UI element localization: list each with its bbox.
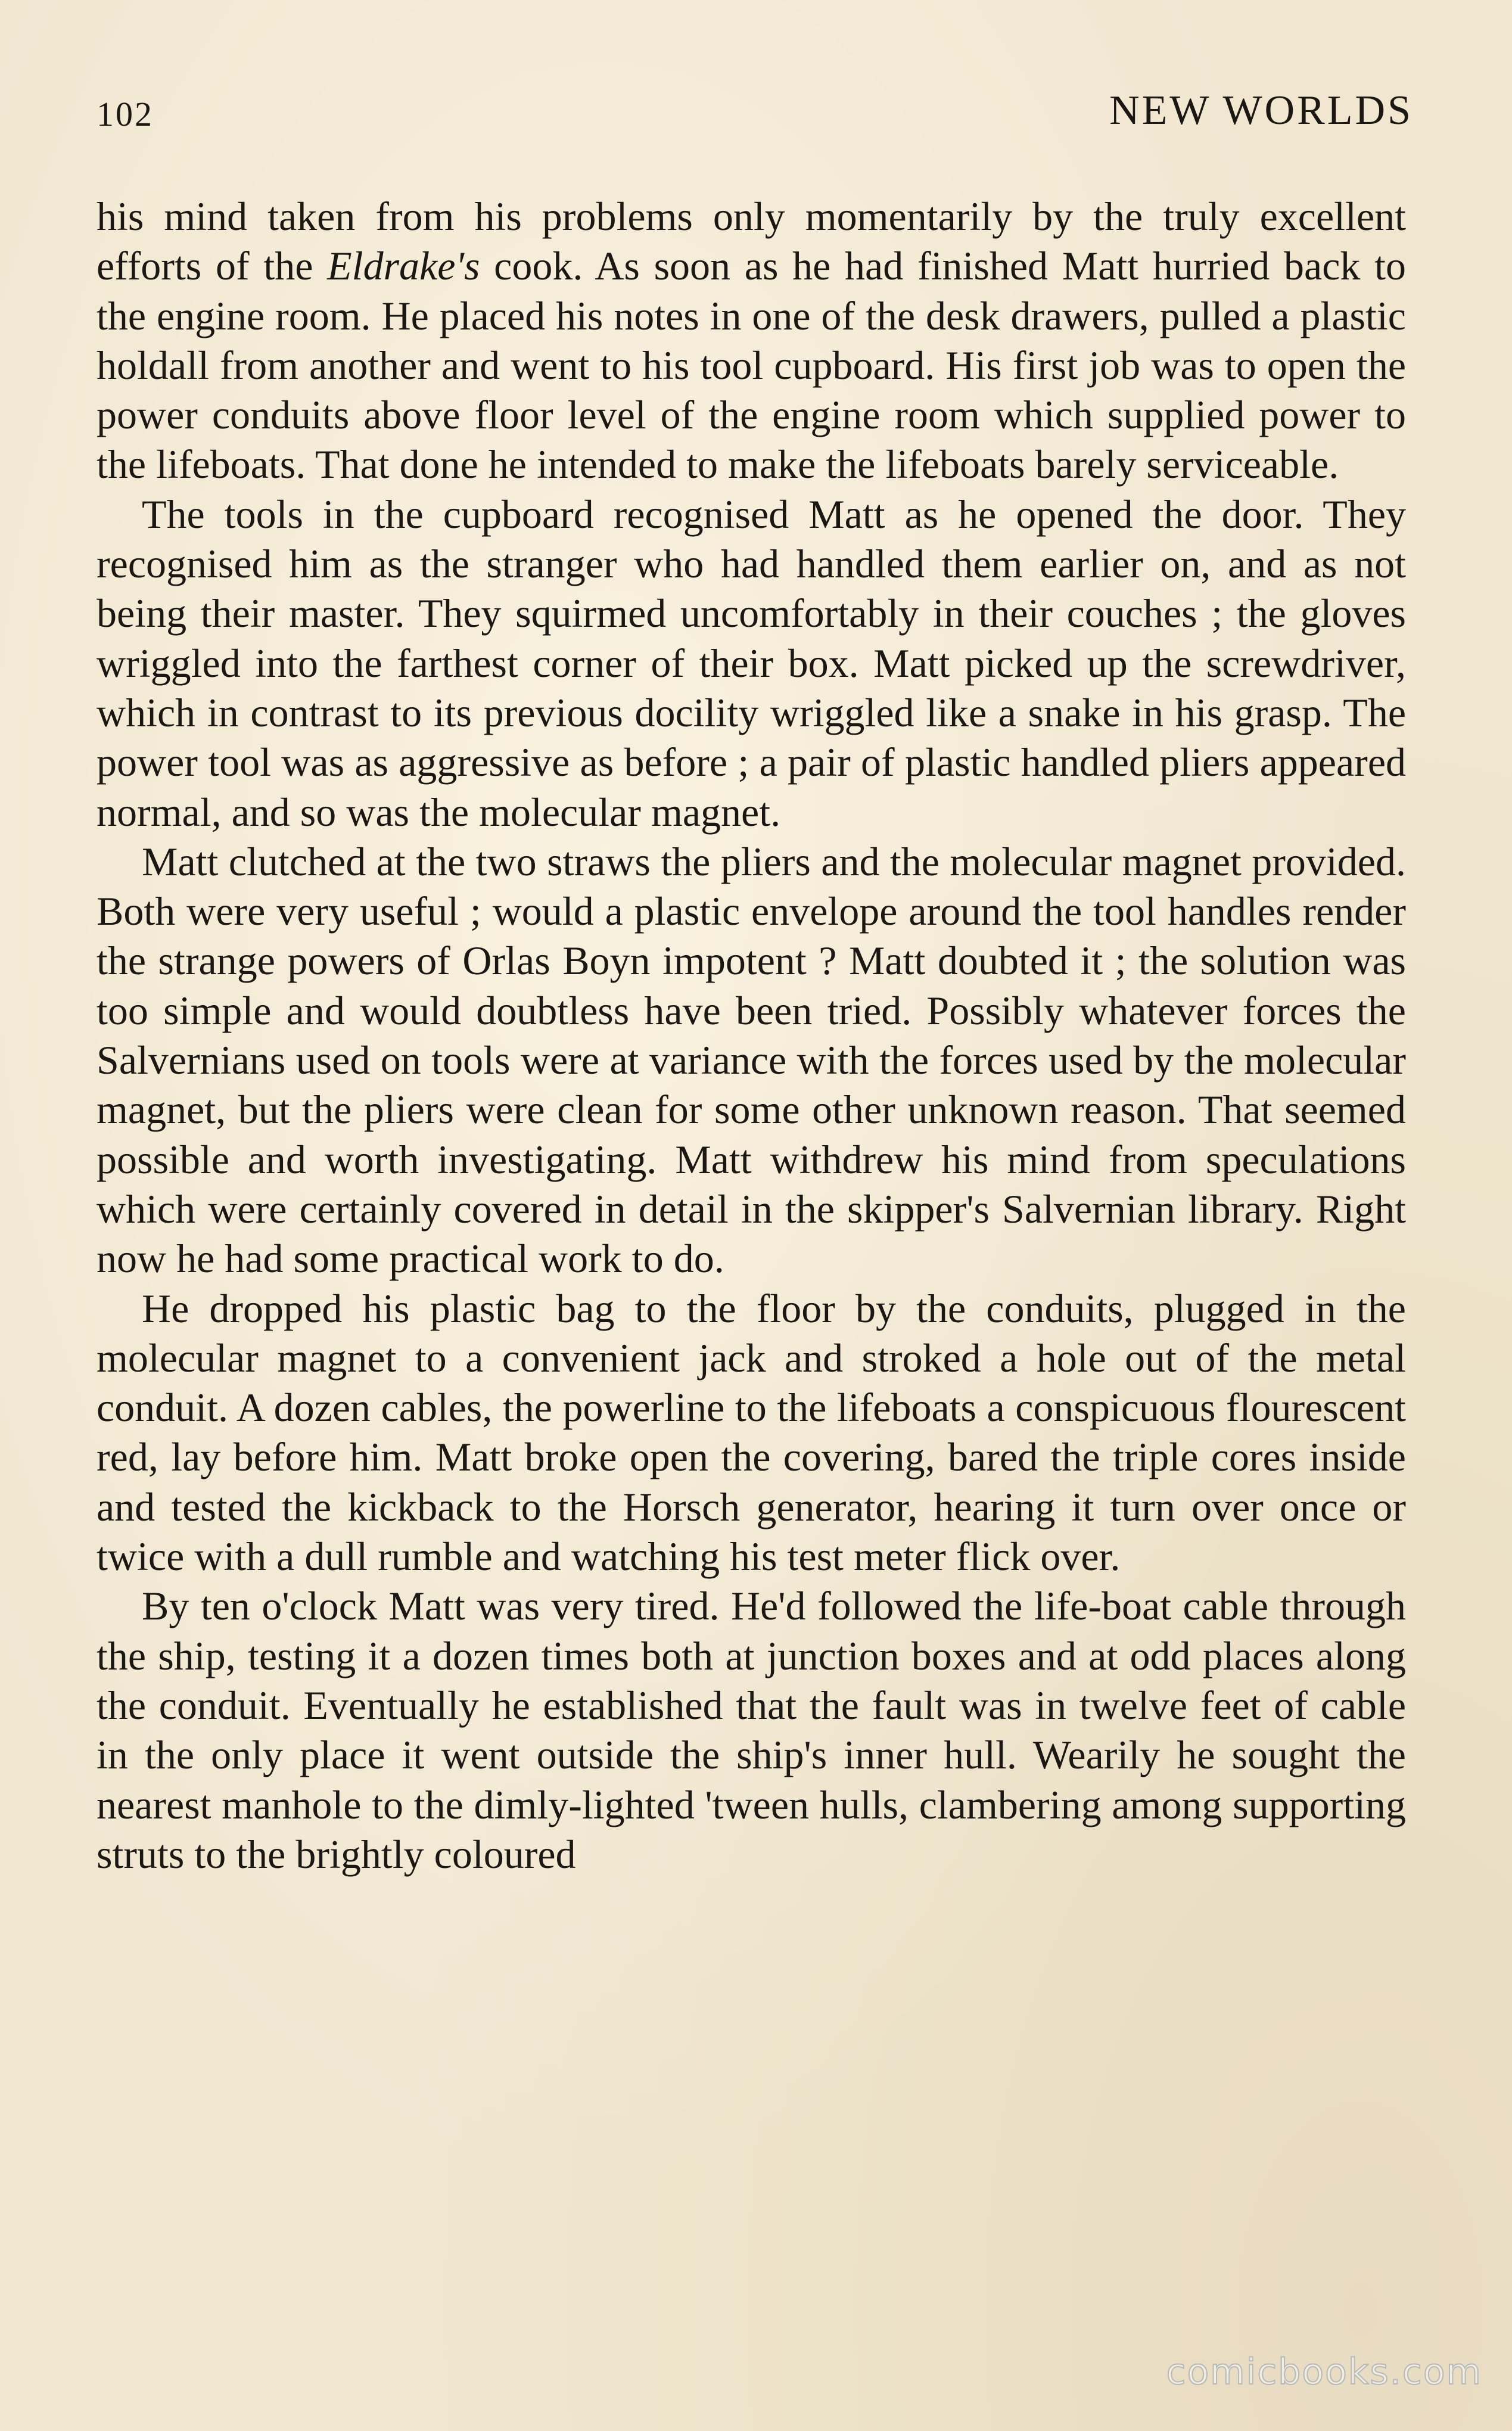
paragraph-3: Matt clutched at the two straws the pliers and the molecular magnet provided. Both were very useful ; would a plastic envelope around the tool handles render the strange powers of Orlas Boyn impotent ? Matt doubted it ; the solution was too simple and would doubtless have been tried. Possibly whatever forces the Salvernians used on tools were at variance with the forces used by the molecular magnet, but the pliers were clean for some other unknown reason. That seemed possible and worth investigating. Matt withdrew his mind from speculations which were certainly covered in detail in the skipper's Salvernian library. Right now he had some practical work to do. [97, 838, 1406, 1282]
paragraph-1-text-before: his mind taken from his problems only momentarily by the truly excellent efforts of the [97, 194, 1406, 289]
body-text [97, 192, 1406, 1879]
paragraph-1-text-after: cook. As soon as he had finished Matt hurried back to the engine room. He placed his notes in one of the desk drawers, pulled a plastic holdall from another and went to his tool cupboard. His first job was to open the power conduits above floor level of the engine room which supplied power to the lifeboats. That done he intended to make the lifeboats barely serviceable. [97, 243, 1406, 487]
ship-name-italic: Eldrake's [327, 243, 480, 289]
paragraph-1 [97, 192, 1406, 490]
paragraph-5: By ten o'clock Matt was very tired. He'd followed the life-boat cable through the ship, testing it a dozen times both at junction boxes and at odd places along the conduit. Eventually he established that the fault was in twelve feet of cable in the only place it went outside the ship's inner hull. Wearily he sought the nearest manhole to the dimly-lighted 'tween hulls, clambering among supporting struts to the brightly coloured [97, 1583, 1406, 1877]
page-header [97, 87, 1413, 153]
paragraph-4: He dropped his plastic bag to the floor by the conduits, plugged in the molecular magnet to a convenient jack and stroked a hole out of the metal conduit. A dozen cables, the powerline to the lifeboats a conspicuous flourescent red, lay before him. Matt broke open the covering, bared the triple cores inside and tested the kickback to the Horsch generator, hearing it turn over once or twice with a dull rumble and watching his test meter flick over. [97, 1285, 1406, 1580]
watermark: comicbooks.com [1166, 2351, 1482, 2393]
running-head: NEW WORLDS [1109, 88, 1413, 133]
paragraph-2: The tools in the cupboard recognised Matt as he opened the door. They recognised him as the stranger who had handled them earlier on, and as not being their master. They squirmed uncomfortably in their couches ; the gloves wriggled into the farthest corner of their box. Matt picked up the screwdriver, which in contrast to its previous docility wriggled like a snake in his grasp. The power tool was as aggressive as before ; a pair of plastic handled pliers appeared normal, and so was the molecular magnet. [97, 491, 1406, 835]
page-number: 102 [97, 95, 154, 133]
